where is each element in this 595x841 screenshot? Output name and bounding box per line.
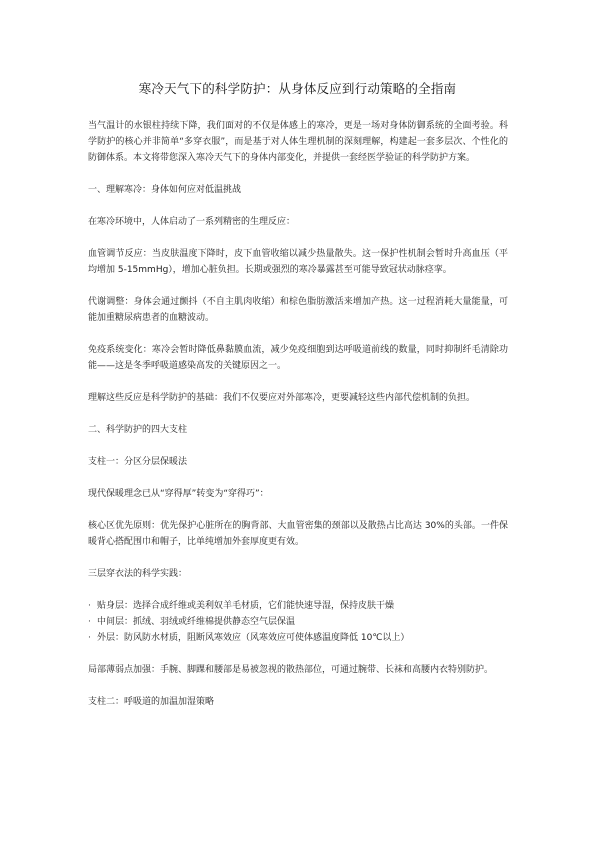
pillar-1-heading: 支柱一：分区分层保暖法 [88, 457, 188, 467]
list-item [88, 614, 508, 630]
pillar-1-core-principle: 核心区优先原则：优先保护心脏所在的胸背部、大血管密集的颈部以及散热占比高达 30%的头部。一件保暖背心搭配围巾和帽子，比单纯增加外套厚度更有效。 [88, 521, 508, 547]
bullet-icon: · [88, 617, 91, 627]
immune-change-paragraph: 免疫系统变化：寒冷会暂时降低鼻黏膜血流，减少免疫细胞到达呼吸道前线的数量，同时抑制纤毛清除功能——这是冬季呼吸道感染高发的关键原因之一。 [88, 345, 508, 371]
layering-list [88, 598, 508, 646]
section-2-heading: 二、科学防护的四大支柱 [88, 425, 188, 435]
list-item [88, 598, 508, 614]
list-item-text: 中间层：抓绒、羽绒或纤维棉提供静态空气层保温 [97, 617, 296, 627]
layering-heading: 三层穿衣法的科学实践： [88, 569, 188, 579]
pillar-1-concept: 现代保暖理念已从“穿得厚”转变为“穿得巧”： [88, 489, 269, 499]
metabolic-adjustment-paragraph: 代谢调整：身体会通过颤抖（不自主肌肉收缩）和棕色脂肪激活来增加产热。这一过程消耗大量能量，可能加重糖尿病患者的血糖波动。 [88, 297, 508, 323]
vascular-response-paragraph: 血管调节反应：当皮肤温度下降时，皮下血管收缩以减少热量散失。这一保护性机制会暂时升高血压（平均增加 5-15mmHg），增加心脏负担。长期或强烈的寒冷暴露甚至可能导致冠状动脉痉挛。 [88, 249, 508, 275]
intro-paragraph: 当气温计的水银柱持续下降，我们面对的不仅是体感上的寒冷，更是一场对身体防御系统的全面考验。科学防护的核心并非简单“多穿衣服”，而是基于对人体生理机制的深刻理解，构建起一套多层次、个性化的防御体系。本文将带您深入寒冷天气下的身体内部变化，并提供一套经医学验证的科学防护方案。 [88, 121, 508, 163]
pillar-2-heading: 支柱二：呼吸道的加温加湿策略 [88, 697, 215, 707]
bullet-icon: · [88, 633, 91, 643]
section-1-summary: 理解这些反应是科学防护的基础：我们不仅要应对外部寒冷，更要减轻这些内部代偿机制的负担。 [88, 393, 476, 403]
weak-points-paragraph: 局部薄弱点加强：手腕、脚踝和腰部是易被忽视的散热部位，可通过腕带、长袜和高腰内衣特别防护。 [88, 665, 494, 675]
document-body [88, 118, 508, 726]
section-1-heading: 一、理解寒冷：身体如何应对低温挑战 [88, 185, 242, 195]
section-1-lead: 在寒冷环境中，人体启动了一系列精密的生理反应： [88, 217, 296, 227]
bullet-icon: · [88, 601, 91, 611]
document-title: 寒冷天气下的科学防护：从身体反应到行动策略的全指南 [138, 81, 457, 96]
list-item-text: 外层：防风防水材质，阻断风寒效应（风寒效应可使体感温度降低 10℃以上） [97, 633, 410, 643]
list-item-text: 贴身层：选择合成纤维或美利奴羊毛材质，它们能快速导湿，保持皮肤干燥 [97, 601, 395, 611]
list-item [88, 630, 508, 646]
